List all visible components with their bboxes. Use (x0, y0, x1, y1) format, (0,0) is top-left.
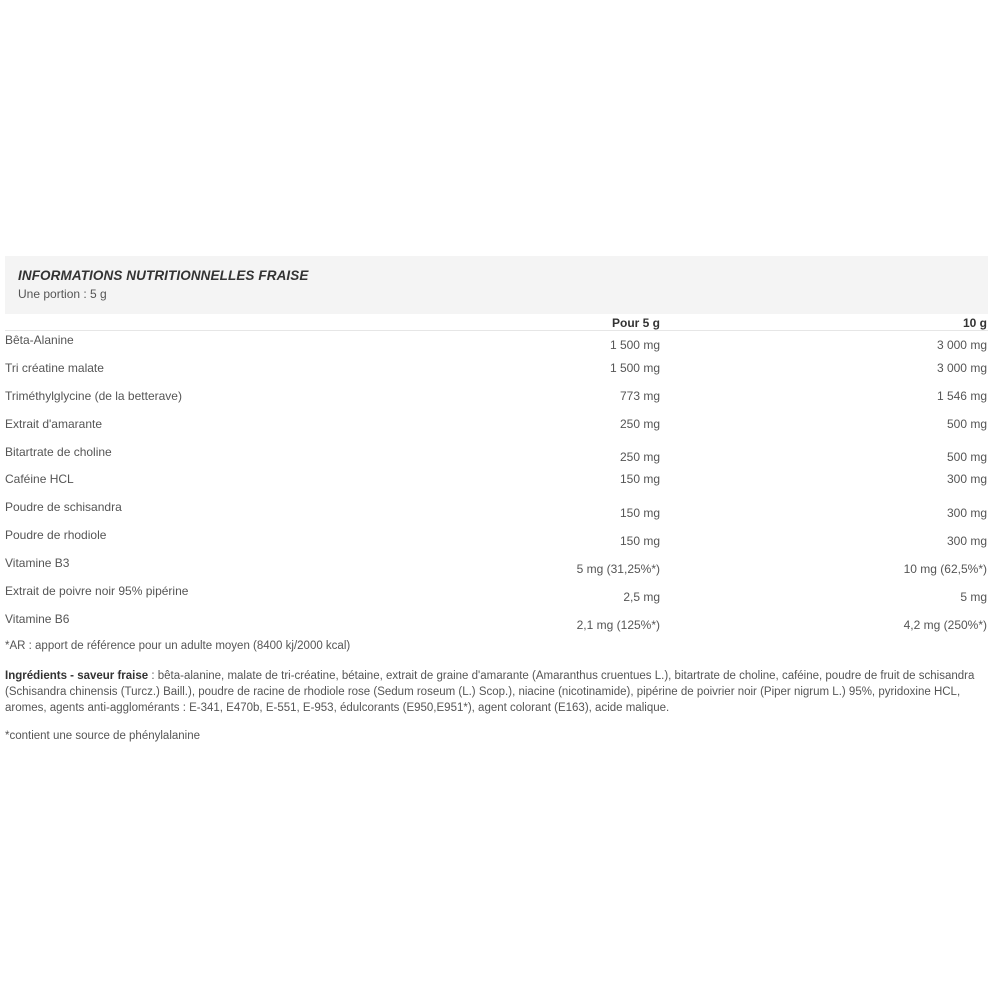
table-row-value-5g: 250 mg (619, 450, 660, 464)
table-row-name: Poudre de schisandra (5, 500, 122, 514)
table-row-value-10g: 300 mg (946, 472, 987, 486)
table-row-value-10g: 300 mg (946, 534, 987, 548)
table-row-value-10g: 500 mg (946, 450, 987, 464)
table-row-value-10g: 1 546 mg (936, 389, 987, 403)
header-divider (5, 330, 988, 331)
table-row-name: Extrait d'amarante (5, 417, 103, 431)
table-row-value-5g: 1 500 mg (609, 361, 660, 375)
table-row-name: Vitamine B3 (5, 556, 70, 570)
table-row-value-5g: 150 mg (619, 472, 660, 486)
table-row-name: Vitamine B6 (5, 612, 70, 626)
table-row-name: Bitartrate de choline (5, 445, 112, 459)
table-row-value-10g: 500 mg (946, 417, 987, 431)
ingredients-label: Ingrédients - saveur fraise (5, 670, 149, 682)
table-row-name: Extrait de poivre noir 95% pipérine (5, 584, 189, 598)
table-row-value-5g: 5 mg (31,25%*) (576, 562, 660, 576)
serving-size: Une portion : 5 g (18, 287, 107, 301)
table-row-name: Poudre de rhodiole (5, 528, 107, 542)
phenylalanine-footnote: *contient une source de phénylalanine (5, 730, 201, 742)
column-header-per-5g: Pour 5 g (611, 316, 660, 330)
table-row-value-10g: 3 000 mg (936, 338, 987, 352)
table-row-name: Tri créatine malate (5, 361, 104, 375)
table-row-value-5g: 1 500 mg (609, 338, 660, 352)
table-row-value-5g: 150 mg (619, 534, 660, 548)
table-row-value-5g: 773 mg (619, 389, 660, 403)
reference-intake-note: *AR : apport de référence pour un adulte moyen (8400 kj/2000 kcal) (5, 640, 351, 652)
table-row-name: Triméthylglycine (de la betterave) (5, 389, 182, 403)
table-row-value-10g: 5 mg (960, 590, 987, 604)
table-row-name: Bêta-Alanine (5, 333, 74, 347)
table-row-value-10g: 10 mg (62,5%*) (903, 562, 987, 576)
page-title: INFORMATIONS NUTRITIONNELLES FRAISE (18, 268, 309, 283)
table-row-value-5g: 2,5 mg (623, 590, 660, 604)
column-header-10g: 10 g (962, 316, 987, 330)
table-row-value-5g: 250 mg (619, 417, 660, 431)
ingredients-paragraph (5, 668, 990, 716)
nutrition-header (5, 256, 988, 314)
ingredients-text: : bêta-alanine, malate de tri-créatine, bétaine, extrait de graine d'amarante (Amaranthus cruentues L.), bitartrate de choline, caféine, poudre de fruit de schisandra (Schisandra chinensis (Turcz.) Baill.), poudre de racine de rhodiole rose (Sedum roseum (L.) Scop.), niacine (nicotinamide), pipérine de poivrier noir (Piper nigrum L.) 95%, pyridoxine HCL, aromes, agents anti-agglomérants : E-341, E470b, E-551, E-953, édulcorants (E950,E951*), agent colorant (E163), acide malique. (5, 670, 975, 714)
table-row-value-10g: 4,2 mg (250%*) (903, 618, 987, 632)
table-row-value-5g: 150 mg (619, 506, 660, 520)
table-row-value-10g: 3 000 mg (936, 361, 987, 375)
table-row-name: Caféine HCL (5, 472, 74, 486)
table-row-value-5g: 2,1 mg (125%*) (576, 618, 660, 632)
table-row-value-10g: 300 mg (946, 506, 987, 520)
